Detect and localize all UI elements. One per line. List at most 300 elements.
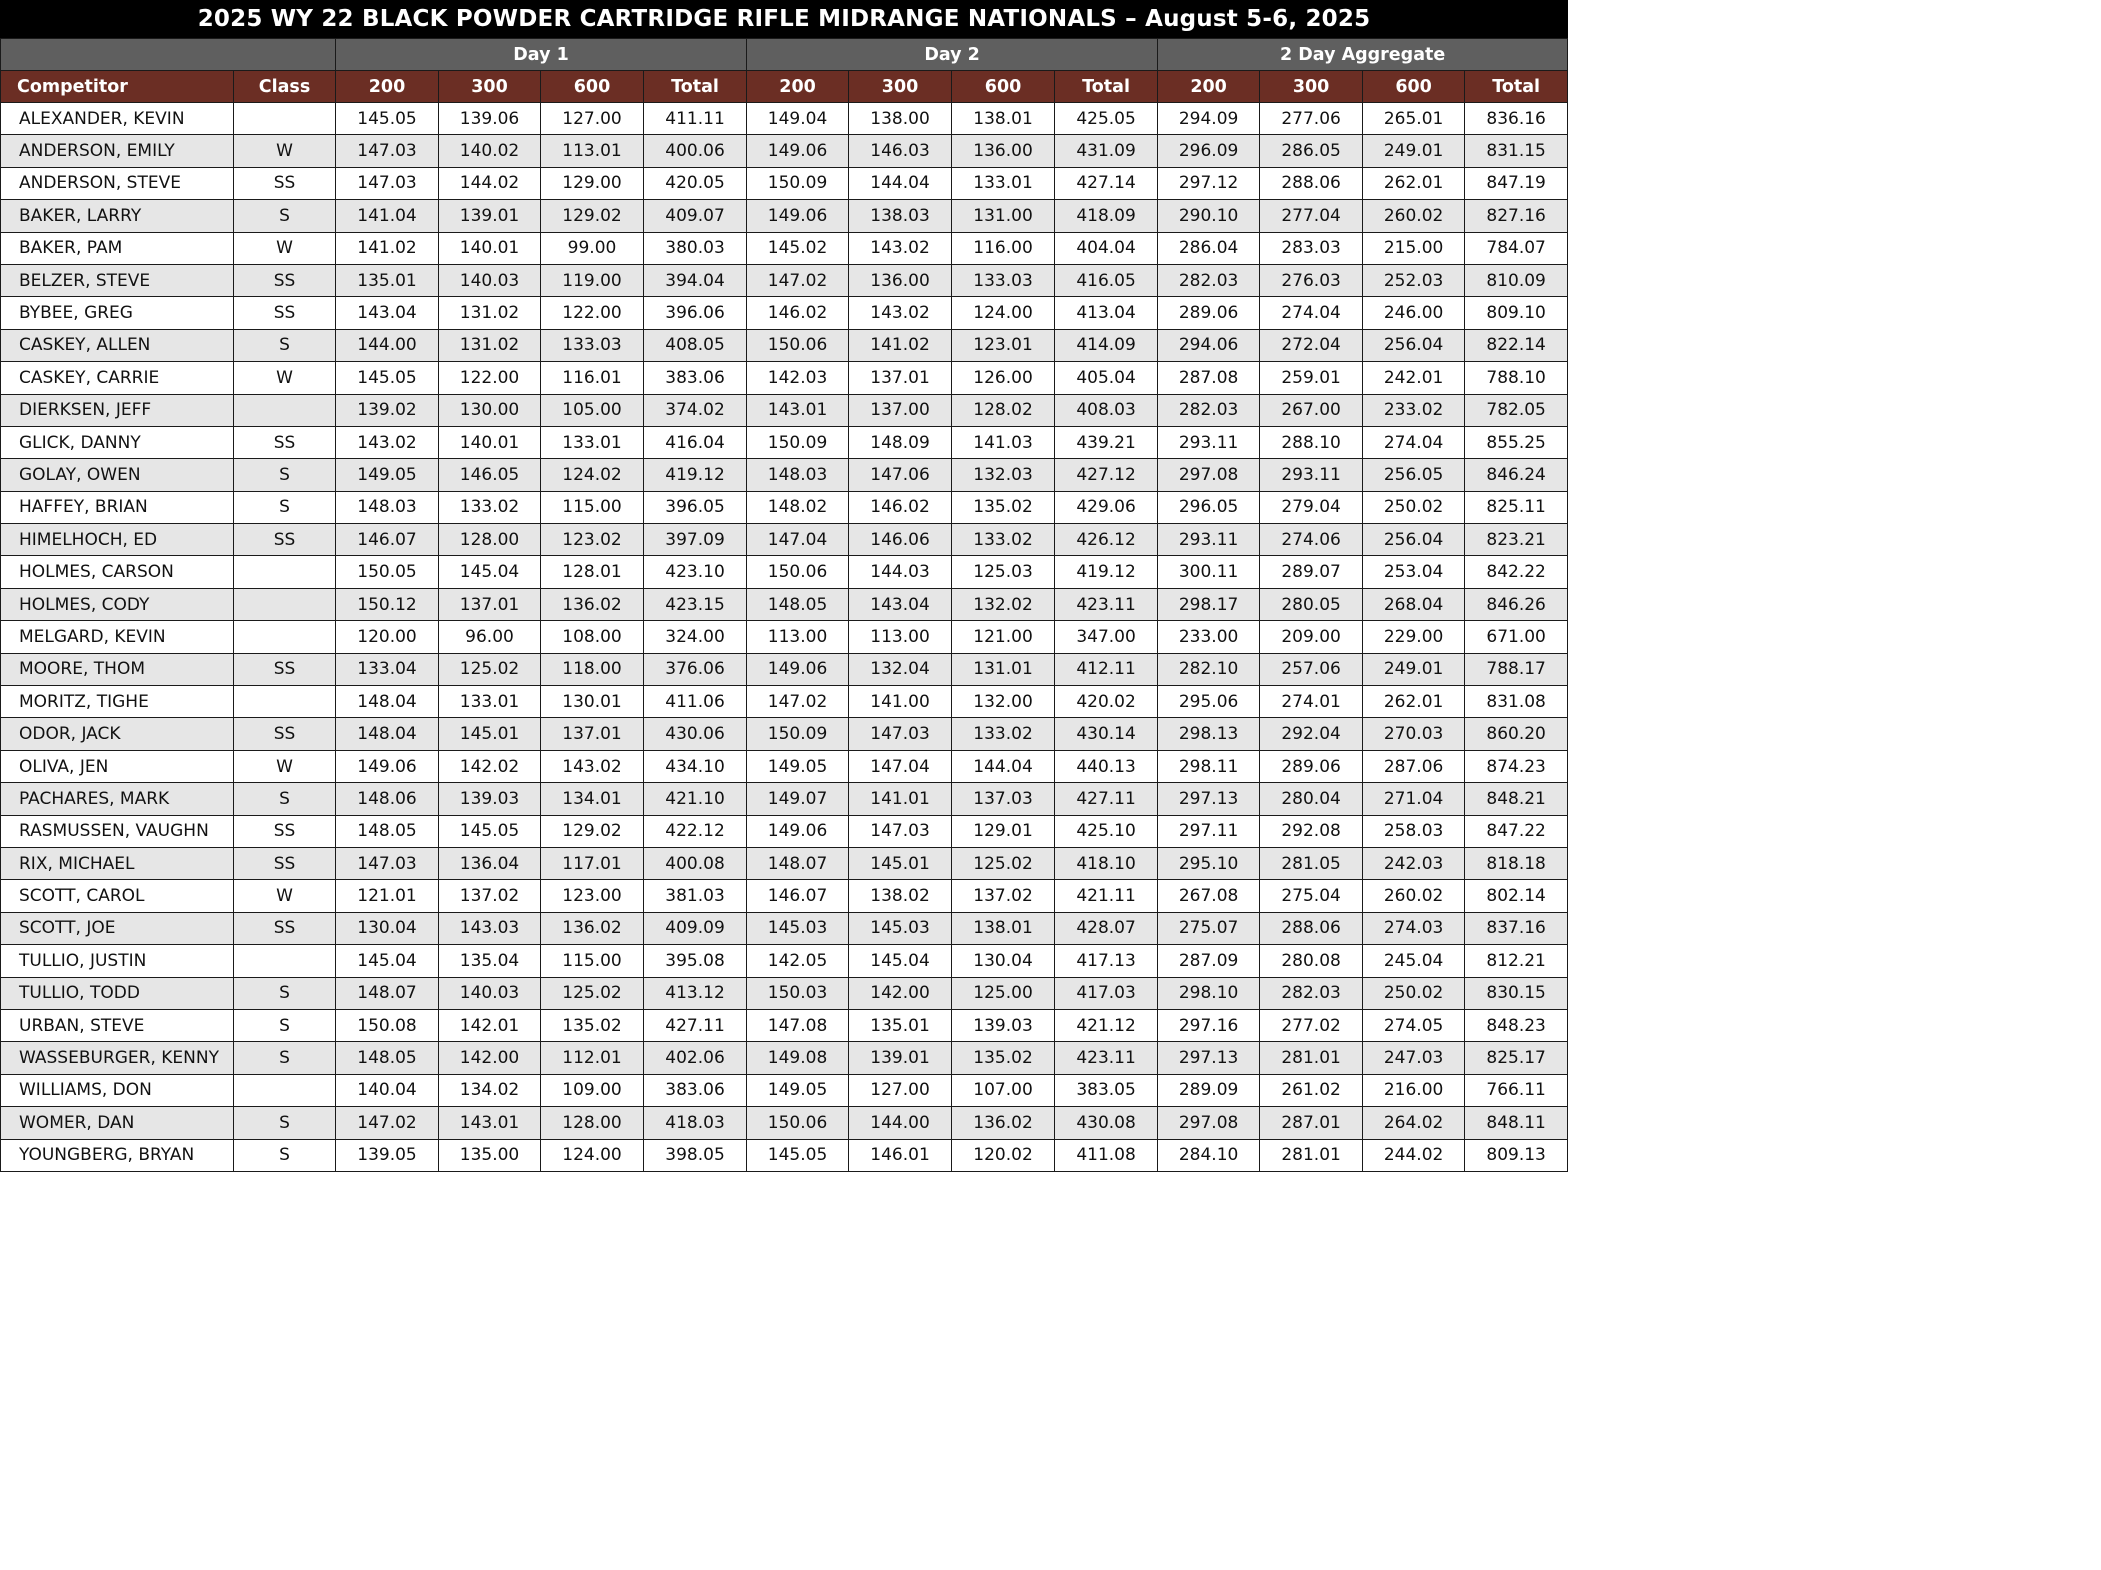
- column-header-agg-300: 300: [1260, 71, 1363, 103]
- competitor-cell: HIMELHOCH, ED: [1, 524, 234, 556]
- day1-300-cell: 135.00: [439, 1139, 541, 1171]
- class-cell: SS: [234, 653, 336, 685]
- day2-600-cell: 138.01: [952, 103, 1055, 135]
- day1-300-cell: 137.01: [439, 588, 541, 620]
- day2-total-cell: 440.13: [1055, 750, 1158, 782]
- day2-200-cell: 145.02: [747, 232, 849, 264]
- column-header-agg-200: 200: [1158, 71, 1260, 103]
- day2-total-cell: 427.11: [1055, 783, 1158, 815]
- table-row: [1, 1139, 1568, 1171]
- day2-total-cell: 412.11: [1055, 653, 1158, 685]
- day2-300-cell: 138.02: [849, 880, 952, 912]
- table-row: [1, 912, 1568, 944]
- agg-600-cell: 245.04: [1363, 945, 1465, 977]
- agg-total-cell: 874.23: [1465, 750, 1568, 782]
- agg-300-cell: 261.02: [1260, 1074, 1363, 1106]
- agg-total-cell: 847.19: [1465, 167, 1568, 199]
- day1-200-cell: 147.03: [336, 847, 439, 879]
- class-cell: W: [234, 750, 336, 782]
- day2-300-cell: 146.06: [849, 524, 952, 556]
- day1-600-cell: 135.02: [541, 1009, 644, 1041]
- day2-total-cell: 418.09: [1055, 200, 1158, 232]
- agg-total-cell: 825.11: [1465, 491, 1568, 523]
- agg-total-cell: 830.15: [1465, 977, 1568, 1009]
- day1-200-cell: 135.01: [336, 264, 439, 296]
- day2-600-cell: 125.00: [952, 977, 1055, 1009]
- agg-600-cell: 242.03: [1363, 847, 1465, 879]
- day2-300-cell: 113.00: [849, 621, 952, 653]
- class-cell: [234, 556, 336, 588]
- day2-200-cell: 142.05: [747, 945, 849, 977]
- day1-200-cell: 148.06: [336, 783, 439, 815]
- day1-200-cell: 148.04: [336, 718, 439, 750]
- day1-300-cell: 133.01: [439, 686, 541, 718]
- day1-total-cell: 396.06: [644, 297, 747, 329]
- day2-600-cell: 135.02: [952, 491, 1055, 523]
- day2-total-cell: 425.05: [1055, 103, 1158, 135]
- day1-300-cell: 145.05: [439, 815, 541, 847]
- day1-total-cell: 397.09: [644, 524, 747, 556]
- day2-200-cell: 145.03: [747, 912, 849, 944]
- day1-300-cell: 143.03: [439, 912, 541, 944]
- day2-300-cell: 147.03: [849, 718, 952, 750]
- day1-200-cell: 148.04: [336, 686, 439, 718]
- day2-600-cell: 137.03: [952, 783, 1055, 815]
- day2-200-cell: 150.03: [747, 977, 849, 1009]
- day2-300-cell: 137.01: [849, 362, 952, 394]
- day1-total-cell: 324.00: [644, 621, 747, 653]
- day1-600-cell: 127.00: [541, 103, 644, 135]
- agg-200-cell: 297.12: [1158, 167, 1260, 199]
- class-cell: SS: [234, 815, 336, 847]
- day1-total-cell: 383.06: [644, 1074, 747, 1106]
- day1-200-cell: 141.02: [336, 232, 439, 264]
- agg-600-cell: 256.04: [1363, 524, 1465, 556]
- day1-300-cell: 133.02: [439, 491, 541, 523]
- day1-300-cell: 135.04: [439, 945, 541, 977]
- table-row: [1, 167, 1568, 199]
- day2-200-cell: 149.05: [747, 1074, 849, 1106]
- day1-300-cell: 136.04: [439, 847, 541, 879]
- day2-300-cell: 127.00: [849, 1074, 952, 1106]
- day2-300-cell: 146.01: [849, 1139, 952, 1171]
- competitor-cell: SCOTT, CAROL: [1, 880, 234, 912]
- competitor-cell: BELZER, STEVE: [1, 264, 234, 296]
- agg-600-cell: 250.02: [1363, 491, 1465, 523]
- agg-300-cell: 293.11: [1260, 459, 1363, 491]
- day1-200-cell: 148.05: [336, 1042, 439, 1074]
- day1-total-cell: 402.06: [644, 1042, 747, 1074]
- day2-600-cell: 129.01: [952, 815, 1055, 847]
- day2-600-cell: 133.01: [952, 167, 1055, 199]
- competitor-cell: URBAN, STEVE: [1, 1009, 234, 1041]
- day2-total-cell: 414.09: [1055, 329, 1158, 361]
- class-cell: S: [234, 200, 336, 232]
- competitor-cell: CASKEY, CARRIE: [1, 362, 234, 394]
- day2-200-cell: 146.07: [747, 880, 849, 912]
- agg-total-cell: 855.25: [1465, 426, 1568, 458]
- day2-600-cell: 121.00: [952, 621, 1055, 653]
- competitor-cell: BYBEE, GREG: [1, 297, 234, 329]
- day2-600-cell: 137.02: [952, 880, 1055, 912]
- competitor-cell: DIERKSEN, JEFF: [1, 394, 234, 426]
- agg-600-cell: 262.01: [1363, 686, 1465, 718]
- agg-600-cell: 287.06: [1363, 750, 1465, 782]
- table-row: [1, 426, 1568, 458]
- day1-300-cell: 125.02: [439, 653, 541, 685]
- day1-600-cell: 124.02: [541, 459, 644, 491]
- class-cell: SS: [234, 847, 336, 879]
- agg-300-cell: 280.04: [1260, 783, 1363, 815]
- table-row: [1, 621, 1568, 653]
- agg-200-cell: 300.11: [1158, 556, 1260, 588]
- competitor-cell: MORITZ, TIGHE: [1, 686, 234, 718]
- day2-300-cell: 143.02: [849, 232, 952, 264]
- agg-total-cell: 831.08: [1465, 686, 1568, 718]
- day1-total-cell: 400.06: [644, 135, 747, 167]
- day1-total-cell: 381.03: [644, 880, 747, 912]
- agg-600-cell: 244.02: [1363, 1139, 1465, 1171]
- column-header-row: [1, 71, 1568, 103]
- day1-200-cell: 147.03: [336, 167, 439, 199]
- agg-600-cell: 233.02: [1363, 394, 1465, 426]
- agg-total-cell: 788.17: [1465, 653, 1568, 685]
- day1-200-cell: 146.07: [336, 524, 439, 556]
- day1-600-cell: 117.01: [541, 847, 644, 879]
- agg-total-cell: 766.11: [1465, 1074, 1568, 1106]
- table-row: [1, 718, 1568, 750]
- day1-600-cell: 133.03: [541, 329, 644, 361]
- day2-total-cell: 428.07: [1055, 912, 1158, 944]
- column-header-day1-200: 200: [336, 71, 439, 103]
- class-cell: S: [234, 329, 336, 361]
- day2-200-cell: 148.02: [747, 491, 849, 523]
- day1-300-cell: 140.03: [439, 977, 541, 1009]
- day2-300-cell: 142.00: [849, 977, 952, 1009]
- agg-200-cell: 298.13: [1158, 718, 1260, 750]
- table-row: [1, 880, 1568, 912]
- day1-total-cell: 416.04: [644, 426, 747, 458]
- day1-200-cell: 130.04: [336, 912, 439, 944]
- day1-300-cell: 144.02: [439, 167, 541, 199]
- class-cell: S: [234, 459, 336, 491]
- column-header-day1-300: 300: [439, 71, 541, 103]
- day1-600-cell: 109.00: [541, 1074, 644, 1106]
- day2-total-cell: 430.14: [1055, 718, 1158, 750]
- day2-200-cell: 149.04: [747, 103, 849, 135]
- agg-200-cell: 289.09: [1158, 1074, 1260, 1106]
- day2-300-cell: 144.03: [849, 556, 952, 588]
- class-cell: S: [234, 977, 336, 1009]
- day1-300-cell: 128.00: [439, 524, 541, 556]
- agg-300-cell: 276.03: [1260, 264, 1363, 296]
- day1-300-cell: 134.02: [439, 1074, 541, 1106]
- table-row: [1, 847, 1568, 879]
- agg-total-cell: 782.05: [1465, 394, 1568, 426]
- day2-300-cell: 141.01: [849, 783, 952, 815]
- day2-300-cell: 147.03: [849, 815, 952, 847]
- agg-600-cell: 270.03: [1363, 718, 1465, 750]
- day1-300-cell: 142.00: [439, 1042, 541, 1074]
- day1-600-cell: 129.02: [541, 815, 644, 847]
- day1-200-cell: 148.07: [336, 977, 439, 1009]
- day1-total-cell: 398.05: [644, 1139, 747, 1171]
- class-cell: [234, 621, 336, 653]
- agg-200-cell: 275.07: [1158, 912, 1260, 944]
- day1-600-cell: 133.01: [541, 426, 644, 458]
- agg-600-cell: 246.00: [1363, 297, 1465, 329]
- agg-total-cell: 860.20: [1465, 718, 1568, 750]
- day2-300-cell: 137.00: [849, 394, 952, 426]
- class-cell: SS: [234, 426, 336, 458]
- agg-600-cell: 256.04: [1363, 329, 1465, 361]
- day2-200-cell: 149.08: [747, 1042, 849, 1074]
- competitor-cell: HOLMES, CARSON: [1, 556, 234, 588]
- day1-total-cell: 376.06: [644, 653, 747, 685]
- agg-200-cell: 287.08: [1158, 362, 1260, 394]
- day1-600-cell: 123.00: [541, 880, 644, 912]
- page-title: 2025 WY 22 BLACK POWDER CARTRIDGE RIFLE MIDRANGE NATIONALS – August 5-6, 2025: [0, 0, 1568, 38]
- day1-total-cell: 423.10: [644, 556, 747, 588]
- day1-300-cell: 145.01: [439, 718, 541, 750]
- table-row: [1, 686, 1568, 718]
- agg-600-cell: 216.00: [1363, 1074, 1465, 1106]
- table-row: [1, 945, 1568, 977]
- day2-600-cell: 144.04: [952, 750, 1055, 782]
- agg-200-cell: 296.09: [1158, 135, 1260, 167]
- day1-total-cell: 400.08: [644, 847, 747, 879]
- day1-300-cell: 122.00: [439, 362, 541, 394]
- agg-300-cell: 280.05: [1260, 588, 1363, 620]
- day1-300-cell: 131.02: [439, 329, 541, 361]
- day2-600-cell: 124.00: [952, 297, 1055, 329]
- day2-total-cell: 417.13: [1055, 945, 1158, 977]
- agg-300-cell: 277.06: [1260, 103, 1363, 135]
- agg-200-cell: 297.08: [1158, 459, 1260, 491]
- day1-200-cell: 144.00: [336, 329, 439, 361]
- day2-200-cell: 150.09: [747, 426, 849, 458]
- day1-200-cell: 147.03: [336, 135, 439, 167]
- table-row: [1, 977, 1568, 1009]
- day1-300-cell: 140.01: [439, 232, 541, 264]
- agg-300-cell: 292.04: [1260, 718, 1363, 750]
- competitor-cell: RASMUSSEN, VAUGHN: [1, 815, 234, 847]
- agg-300-cell: 277.02: [1260, 1009, 1363, 1041]
- day1-total-cell: 413.12: [644, 977, 747, 1009]
- day1-total-cell: 434.10: [644, 750, 747, 782]
- day1-600-cell: 128.01: [541, 556, 644, 588]
- day1-600-cell: 136.02: [541, 588, 644, 620]
- competitor-cell: WASSEBURGER, KENNY: [1, 1042, 234, 1074]
- agg-200-cell: 297.13: [1158, 783, 1260, 815]
- day2-total-cell: 429.06: [1055, 491, 1158, 523]
- day2-600-cell: 136.00: [952, 135, 1055, 167]
- day2-600-cell: 141.03: [952, 426, 1055, 458]
- agg-600-cell: 252.03: [1363, 264, 1465, 296]
- day2-total-cell: 426.12: [1055, 524, 1158, 556]
- day2-200-cell: 149.06: [747, 653, 849, 685]
- agg-600-cell: 249.01: [1363, 135, 1465, 167]
- table-row: [1, 750, 1568, 782]
- table-row: [1, 459, 1568, 491]
- class-cell: S: [234, 1009, 336, 1041]
- agg-total-cell: 846.24: [1465, 459, 1568, 491]
- competitor-cell: TULLIO, TODD: [1, 977, 234, 1009]
- agg-total-cell: 812.21: [1465, 945, 1568, 977]
- day2-300-cell: 145.03: [849, 912, 952, 944]
- agg-200-cell: 298.10: [1158, 977, 1260, 1009]
- agg-300-cell: 275.04: [1260, 880, 1363, 912]
- day1-600-cell: 113.01: [541, 135, 644, 167]
- agg-200-cell: 282.03: [1158, 394, 1260, 426]
- class-cell: SS: [234, 167, 336, 199]
- agg-600-cell: 262.01: [1363, 167, 1465, 199]
- day1-total-cell: 395.08: [644, 945, 747, 977]
- class-cell: W: [234, 880, 336, 912]
- day2-300-cell: 132.04: [849, 653, 952, 685]
- agg-200-cell: 295.10: [1158, 847, 1260, 879]
- day2-300-cell: 135.01: [849, 1009, 952, 1041]
- agg-300-cell: 288.06: [1260, 167, 1363, 199]
- agg-total-cell: 810.09: [1465, 264, 1568, 296]
- agg-600-cell: 242.01: [1363, 362, 1465, 394]
- agg-total-cell: 818.18: [1465, 847, 1568, 879]
- agg-200-cell: 293.11: [1158, 524, 1260, 556]
- day1-200-cell: 139.05: [336, 1139, 439, 1171]
- day1-600-cell: 122.00: [541, 297, 644, 329]
- day2-300-cell: 138.00: [849, 103, 952, 135]
- agg-total-cell: 848.23: [1465, 1009, 1568, 1041]
- agg-200-cell: 294.09: [1158, 103, 1260, 135]
- agg-200-cell: 297.16: [1158, 1009, 1260, 1041]
- table-row: [1, 588, 1568, 620]
- day2-200-cell: 148.03: [747, 459, 849, 491]
- day2-total-cell: 431.09: [1055, 135, 1158, 167]
- agg-300-cell: 292.08: [1260, 815, 1363, 847]
- competitor-cell: GOLAY, OWEN: [1, 459, 234, 491]
- class-cell: [234, 686, 336, 718]
- day1-300-cell: 142.02: [439, 750, 541, 782]
- day2-300-cell: 141.00: [849, 686, 952, 718]
- day1-200-cell: 143.04: [336, 297, 439, 329]
- table-row: [1, 362, 1568, 394]
- day2-600-cell: 131.01: [952, 653, 1055, 685]
- day1-300-cell: 143.01: [439, 1107, 541, 1139]
- group-header-aggregate: 2 Day Aggregate: [1158, 39, 1568, 71]
- agg-total-cell: 823.21: [1465, 524, 1568, 556]
- agg-300-cell: 289.06: [1260, 750, 1363, 782]
- day1-600-cell: 125.02: [541, 977, 644, 1009]
- agg-300-cell: 286.05: [1260, 135, 1363, 167]
- agg-total-cell: 809.10: [1465, 297, 1568, 329]
- day2-200-cell: 150.06: [747, 1107, 849, 1139]
- agg-200-cell: 284.10: [1158, 1139, 1260, 1171]
- day2-600-cell: 136.02: [952, 1107, 1055, 1139]
- table-row: [1, 653, 1568, 685]
- day1-300-cell: 145.04: [439, 556, 541, 588]
- class-cell: S: [234, 1139, 336, 1171]
- table-row: [1, 394, 1568, 426]
- agg-300-cell: 209.00: [1260, 621, 1363, 653]
- agg-600-cell: 215.00: [1363, 232, 1465, 264]
- competitor-cell: GLICK, DANNY: [1, 426, 234, 458]
- agg-200-cell: 297.08: [1158, 1107, 1260, 1139]
- day2-600-cell: 130.04: [952, 945, 1055, 977]
- day1-300-cell: 130.00: [439, 394, 541, 426]
- agg-300-cell: 288.06: [1260, 912, 1363, 944]
- agg-200-cell: 287.09: [1158, 945, 1260, 977]
- day2-600-cell: 132.02: [952, 588, 1055, 620]
- column-header-day1-600: 600: [541, 71, 644, 103]
- day2-600-cell: 125.03: [952, 556, 1055, 588]
- day1-600-cell: 128.00: [541, 1107, 644, 1139]
- competitor-cell: ALEXANDER, KEVIN: [1, 103, 234, 135]
- class-cell: [234, 103, 336, 135]
- column-header-day2-300: 300: [849, 71, 952, 103]
- class-cell: SS: [234, 297, 336, 329]
- agg-total-cell: 671.00: [1465, 621, 1568, 653]
- day2-200-cell: 150.09: [747, 167, 849, 199]
- agg-600-cell: 253.04: [1363, 556, 1465, 588]
- day2-200-cell: 142.03: [747, 362, 849, 394]
- day1-200-cell: 148.05: [336, 815, 439, 847]
- agg-600-cell: 274.03: [1363, 912, 1465, 944]
- day1-200-cell: 140.04: [336, 1074, 439, 1106]
- day1-200-cell: 150.08: [336, 1009, 439, 1041]
- day2-600-cell: 135.02: [952, 1042, 1055, 1074]
- agg-600-cell: 265.01: [1363, 103, 1465, 135]
- class-cell: W: [234, 362, 336, 394]
- day1-300-cell: 139.06: [439, 103, 541, 135]
- agg-600-cell: 274.05: [1363, 1009, 1465, 1041]
- day1-300-cell: 140.03: [439, 264, 541, 296]
- agg-300-cell: 283.03: [1260, 232, 1363, 264]
- day2-200-cell: 146.02: [747, 297, 849, 329]
- day2-total-cell: 383.05: [1055, 1074, 1158, 1106]
- agg-600-cell: 260.02: [1363, 880, 1465, 912]
- agg-300-cell: 274.01: [1260, 686, 1363, 718]
- day1-total-cell: 409.07: [644, 200, 747, 232]
- day2-200-cell: 143.01: [747, 394, 849, 426]
- day1-600-cell: 136.02: [541, 912, 644, 944]
- class-cell: W: [234, 135, 336, 167]
- day1-200-cell: 121.01: [336, 880, 439, 912]
- group-header-row: [1, 39, 1568, 71]
- day2-200-cell: 149.07: [747, 783, 849, 815]
- day2-200-cell: 147.02: [747, 264, 849, 296]
- day1-total-cell: 396.05: [644, 491, 747, 523]
- agg-600-cell: 249.01: [1363, 653, 1465, 685]
- day2-300-cell: 144.00: [849, 1107, 952, 1139]
- day1-200-cell: 147.02: [336, 1107, 439, 1139]
- day2-600-cell: 123.01: [952, 329, 1055, 361]
- table-row: [1, 491, 1568, 523]
- day1-200-cell: 150.12: [336, 588, 439, 620]
- day2-300-cell: 139.01: [849, 1042, 952, 1074]
- agg-600-cell: 247.03: [1363, 1042, 1465, 1074]
- agg-300-cell: 281.01: [1260, 1042, 1363, 1074]
- day1-total-cell: 380.03: [644, 232, 747, 264]
- class-cell: [234, 394, 336, 426]
- day2-600-cell: 139.03: [952, 1009, 1055, 1041]
- day2-600-cell: 125.02: [952, 847, 1055, 879]
- results-body: [1, 103, 1568, 1172]
- day2-600-cell: 128.02: [952, 394, 1055, 426]
- agg-200-cell: 296.05: [1158, 491, 1260, 523]
- day1-300-cell: 140.01: [439, 426, 541, 458]
- agg-total-cell: 847.22: [1465, 815, 1568, 847]
- day1-600-cell: 115.00: [541, 945, 644, 977]
